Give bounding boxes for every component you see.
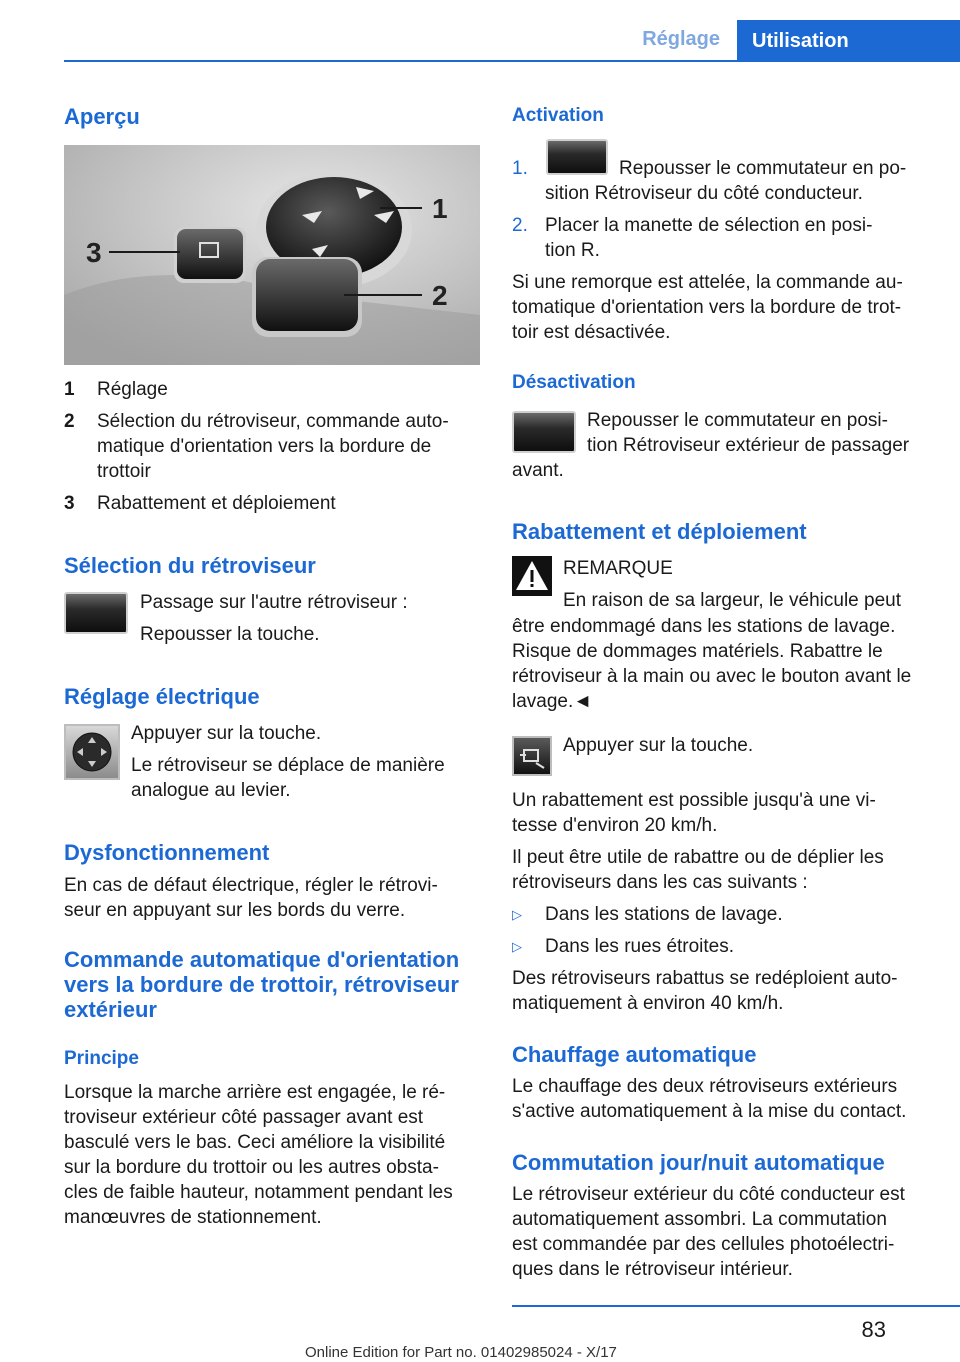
folding-text-2: Il peut être utile de rabattre ou de déplier les rétroviseurs dans les cas suivants :	[512, 847, 884, 893]
bullet-item	[512, 934, 932, 959]
step-item	[512, 213, 932, 263]
deactivation-text-1: Repousser le commutateur en posi- tion Rétroviseur extérieur de passager	[587, 410, 910, 456]
section-title-commutation: Commutation jour/nuit automatique	[512, 1150, 885, 1175]
callout-1: 1	[432, 193, 448, 224]
warning-text-1: En raison de sa largeur, le véhicule peut	[563, 590, 901, 611]
legend-number: 3	[64, 493, 75, 514]
step-text: Placer la manette de sélection en posi- tion R.	[545, 215, 873, 261]
legend-text: Rabattement et déploiement	[97, 493, 336, 514]
warning-text-2: être endommagé dans les stations de lavage. Risque de dommages matériels. Rabattre le rétroviseur à la main ou avec le bouton avant le lavage.◄	[512, 616, 912, 712]
dysfunction-text: En cas de défaut électrique, régler le rétrovi- seur en appuyant sur les bords du verre.	[64, 875, 438, 921]
step-item	[512, 156, 932, 206]
header-rule	[64, 60, 960, 62]
warning-label: REMARQUE	[563, 558, 673, 579]
legend-number: 2	[64, 411, 75, 432]
section-title-dysfonctionnement: Dysfonctionnement	[64, 840, 270, 865]
legend-item	[64, 409, 480, 484]
bullet-text: Dans les stations de lavage.	[545, 904, 783, 925]
activation-steps	[512, 156, 932, 263]
toggle-switch-icon	[512, 411, 576, 453]
callout-3: 3	[86, 237, 102, 268]
folding-text-1: Un rabattement est possible jusqu'à une vi- tesse d'environ 20 km/h.	[512, 790, 876, 836]
fold-mirror-icon	[512, 736, 552, 776]
activation-note: Si une remorque est attelée, la commande au- tomatique d'orientation vers la bordure de trot- toir est désactivée.	[512, 272, 903, 343]
toggle-switch-icon	[64, 592, 128, 634]
step-number: 2.	[512, 215, 528, 236]
callout-2: 2	[432, 280, 448, 311]
deactivation-text-2: avant.	[512, 460, 564, 481]
warning-icon	[512, 556, 552, 596]
legend-text: Sélection du rétroviseur, commande auto- matique d'orientation vers la bordure de trottoir	[97, 411, 449, 482]
step-text: Repousser le commutateur en po- sition Rétroviseur du côté conducteur.	[545, 158, 907, 204]
selection-text-2: Repousser la touche.	[140, 624, 320, 645]
legend-list	[64, 377, 480, 516]
section-title-apercu: Aperçu	[64, 104, 140, 129]
bullet-list	[512, 902, 932, 966]
tab-reglage[interactable]: Réglage	[642, 28, 720, 50]
press-button-text: Appuyer sur la touche.	[563, 735, 754, 756]
folding-text-3: Des rétroviseurs rabattus se redéploient auto- matiquement à environ 40 km/h.	[512, 968, 898, 1014]
legend-text: Réglage	[97, 379, 168, 400]
section-title-chauffage: Chauffage automatique	[512, 1042, 757, 1067]
tab-utilisation[interactable]: Utilisation	[737, 20, 960, 62]
principe-text: Lorsque la marche arrière est engagée, le ré- troviseur extérieur côté passager avant est basculé vers le bas. Ceci améliore la visibilité sur la bordure du trottoir ou les autres obsta- cles de faible hauteur, notamment pendant les manœuvres de stationnement.	[64, 1082, 453, 1228]
page-number: 83	[861, 1317, 886, 1342]
footer-rule	[512, 1305, 960, 1307]
bullet-triangle-icon: ▷	[512, 907, 522, 922]
section-title-reglage-electrique: Réglage électrique	[64, 684, 260, 709]
electric-text-1: Appuyer sur la touche.	[131, 723, 322, 744]
subsection-title-principe: Principe	[64, 1048, 139, 1069]
step-number: 1.	[512, 158, 528, 179]
bullet-item	[512, 902, 932, 927]
heating-text: Le chauffage des deux rétroviseurs extérieurs s'active automatiquement à la mise du contact.	[512, 1076, 907, 1122]
legend-item	[64, 377, 480, 402]
legend-number: 1	[64, 379, 75, 400]
mirror-control-photo	[64, 145, 480, 365]
section-title-selection: Sélection du rétroviseur	[64, 553, 316, 578]
subsection-title-desactivation: Désactivation	[512, 372, 636, 393]
bullet-triangle-icon: ▷	[512, 939, 522, 954]
bullet-text: Dans les rues étroites.	[545, 936, 735, 957]
subsection-title-activation: Activation	[512, 105, 604, 126]
selection-text-1: Passage sur l'autre rétroviseur :	[140, 592, 408, 613]
edition-footer: Online Edition for Part no. 01402985024 - X/17	[305, 1344, 617, 1361]
section-title-commande-automatique: Commande automatique d'orientation vers la bordure de trottoir, rétroviseur extérieur	[64, 947, 460, 1022]
section-title-rabattement: Rabattement et déploiement	[512, 519, 807, 544]
dimming-text: Le rétroviseur extérieur du côté conducteur est automatiquement assombri. La commutation est commandée par des cellules photoélectri- ques dans le rétroviseur intérieur.	[512, 1184, 905, 1280]
electric-text-2: Le rétroviseur se déplace de manière analogue au levier.	[131, 755, 445, 801]
joystick-icon	[64, 724, 120, 780]
legend-item	[64, 491, 480, 516]
